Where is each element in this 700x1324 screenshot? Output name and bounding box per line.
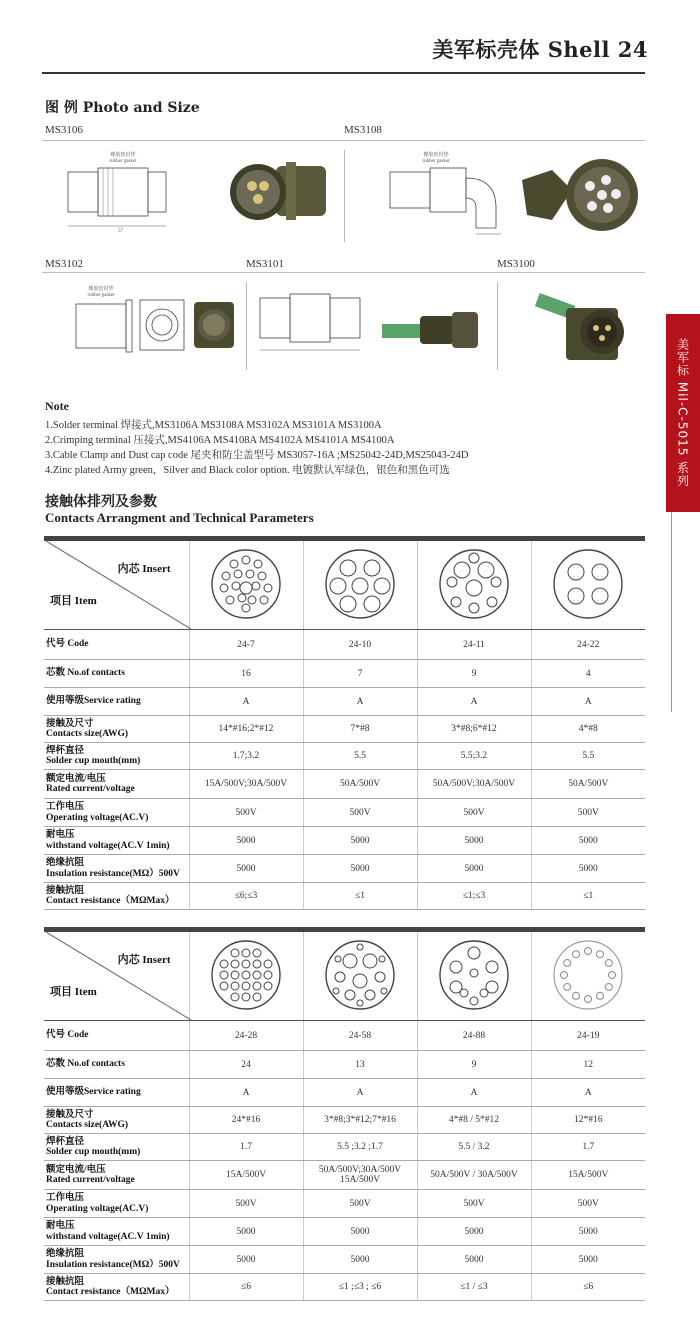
table-cell: 24-11 [417,630,531,660]
side-tab-line [671,512,672,712]
table-cell: 5000 [531,827,645,855]
ms3100-photo [532,286,642,368]
row-label [44,1161,189,1190]
insert-diagram-cell [531,541,645,630]
table-cell: 1.7;3.2 [189,743,303,770]
table-header-corner [46,932,189,1020]
row-label [44,799,189,827]
table-cell: 24*#16 [189,1107,303,1134]
row-label-en: Rated current/voltage [46,1175,135,1185]
insert-layout-diagram [320,935,400,1015]
table-row [44,660,645,688]
label-ms3106: MS3106 [45,124,83,136]
table-cell: 4*#8 [531,716,645,743]
label-ms3108: MS3108 [344,124,382,136]
photo-divider-mid [344,150,345,242]
table-cell: 5.5 [303,743,417,770]
table-cell: 1.7 [189,1134,303,1161]
table-cell: 5.5 ;3.2 ;1.7 [303,1134,417,1161]
table-cell: 5000 [531,1218,645,1246]
row-label-cn: 额定电流/电压 [46,773,106,784]
table-cell: ≤6;≤3 [189,883,303,910]
label-ms3100: MS3100 [497,258,535,270]
row-label-en: Insulation resistance(MΩ）500V [46,868,180,879]
table-cell: 24-7 [189,630,303,660]
ms3108-photo [512,150,642,236]
insert-diagram-cell [303,541,417,630]
insert-header: 内芯 Insert [117,563,171,575]
row-label-cn: 使用等级Service rating [46,696,141,707]
row-label [44,883,189,910]
table-cell: 5000 [189,855,303,883]
table-cell: 15A/500V;30A/500V [189,770,303,799]
table-cell: 500V [303,1190,417,1218]
row-label-en: Rated current/voltage [46,784,135,794]
table-cell: A [531,688,645,716]
table-cell: 500V [189,1190,303,1218]
row-label [44,688,189,716]
table-cell: 5000 [189,827,303,855]
table-cell: 500V [303,799,417,827]
row-label-cn: 绝缘抗阻 [46,858,85,869]
row-label [44,1079,189,1107]
table-cell: A [417,1079,531,1107]
table-cell: 4 [531,660,645,688]
table-cell: A [303,1079,417,1107]
photo-divider-left [246,282,247,370]
table-row [44,1079,645,1107]
table-cell: ≤1 [531,883,645,910]
row-label-en: Insulation resistance(MΩ）500V [46,1259,180,1270]
photo-section-heading: 图 例 Photo and Size [45,100,200,116]
table-cell: 5000 [417,827,531,855]
table-cell: 7 [303,660,417,688]
table-cell: ≤1;≤3 [417,883,531,910]
table-cell: 5000 [417,1246,531,1274]
table-cell: 24 [189,1051,303,1079]
row-label-en: Operating voltage(AC.V) [46,1203,149,1214]
label-ms3101: MS3101 [246,258,284,270]
table-cell: 1.7 [531,1134,645,1161]
row-label [44,1107,189,1134]
table-cell: 9 [417,1051,531,1079]
insert-layout-diagram [206,935,286,1015]
insert-diagram-cell [417,541,531,630]
table-cell: 24-19 [531,1021,645,1051]
row-label-en: Contacts size(AWG) [46,729,129,739]
row-label [44,1274,189,1301]
table-cell: ≤6 [189,1274,303,1301]
label-ms3102: MS3102 [45,258,83,270]
row-label-cn: 接触抗阻 [46,885,85,896]
insert-diagram-cell [417,932,531,1021]
table-cell: 500V [531,799,645,827]
ms3106-drawing [48,148,198,236]
row-label-en: Solder cup mouth(mm) [46,1147,141,1157]
table-row [44,688,645,716]
row-label [44,660,189,688]
table-cell: 16 [189,660,303,688]
table-cell: 500V [531,1190,645,1218]
table-cell: 13 [303,1051,417,1079]
photo-divider-top [42,140,645,141]
table-cell: 5.5;3.2 [417,743,531,770]
table-cell: 5.5 / 3.2 [417,1134,531,1161]
table-row [44,855,645,883]
table-cell: 500V [189,799,303,827]
table-cell: 14*#16;2*#12 [189,716,303,743]
header-corner-cell [44,932,189,1021]
svg-text:橡胶密封垫: 橡胶密封垫 [88,287,114,292]
table-cell: 12 [531,1051,645,1079]
table-cell: 15A/500V [531,1161,645,1190]
row-label [44,770,189,799]
table-row [44,770,645,799]
table-cell: 50A/500V;30A/500V 15A/500V [303,1161,417,1190]
table-cell: 15A/500V [189,1161,303,1190]
row-label-cn: 芯数 No.of contacts [46,1059,125,1070]
table-cell: 5000 [189,1246,303,1274]
ms3101-drawing [252,284,492,368]
item-header: 项目 Item [50,985,97,998]
spec-table-2 [44,932,645,1301]
table-cell: ≤1 [303,883,417,910]
insert-layout-diagram [548,544,628,624]
svg-text:橡胶密封垫: 橡胶密封垫 [423,153,449,158]
row-label-cn: 接触抗阻 [46,1276,85,1287]
row-label-cn: 耐电压 [46,1221,75,1232]
table-row [44,1190,645,1218]
table-cell: 50A/500V;30A/500V [417,770,531,799]
svg-text:57: 57 [118,229,123,234]
row-label-en: Solder cup mouth(mm) [46,756,141,766]
note-line: 3.Cable Clamp and Dust cap code 尾夹和防尘盖型号 MS3057-16A ;MS25042-24D,MS25043-24D [45,450,469,461]
table-cell: 9 [417,660,531,688]
row-label [44,1134,189,1161]
table-cell: 500V [417,799,531,827]
table-row [44,883,645,910]
table-cell: 5000 [303,1218,417,1246]
row-label [44,1190,189,1218]
table-row [44,1218,645,1246]
table-row [44,1246,645,1274]
table-cell: 5000 [303,855,417,883]
row-label-en: Contact resistance（MΩMax） [46,1287,175,1297]
row-label-cn: 工作电压 [46,802,85,813]
row-label [44,1246,189,1274]
insert-diagram-cell [189,932,303,1021]
row-label-cn: 额定电流/电压 [46,1164,106,1175]
svg-text:rubber gasket: rubber gasket [109,159,137,164]
svg-text:橡胶密封垫: 橡胶密封垫 [110,153,136,158]
table-cell: 500V [417,1190,531,1218]
row-label-en: Operating voltage(AC.V) [46,812,149,823]
header-corner-cell [44,541,189,630]
table-cell: 24-22 [531,630,645,660]
ms3108-drawing [376,148,506,240]
note-line: 2.Crimping terminal 压接式,MS4106A MS4108A MS4102A MS4101A MS4100A [45,435,395,446]
table-cell: 5000 [303,1246,417,1274]
table-row [44,799,645,827]
table-row [44,716,645,743]
table-row [44,1134,645,1161]
insert-layout-diagram [434,935,514,1015]
table-cell: 5000 [531,855,645,883]
row-label-cn: 代号 Code [46,639,89,650]
row-label-cn: 焊杯直径 [46,745,85,756]
table-cell: A [417,688,531,716]
ms3102-drawing [46,282,242,368]
title-rule [42,72,645,74]
spec-table-1 [44,541,645,910]
row-label [44,630,189,660]
table-cell: 5000 [417,855,531,883]
table-cell: 5000 [531,1246,645,1274]
table-cell: 24-10 [303,630,417,660]
table-row [44,1051,645,1079]
row-label-cn: 代号 Code [46,1030,89,1041]
table-cell: 50A/500V [303,770,417,799]
table-row [44,827,645,855]
row-label-cn: 使用等级Service rating [46,1087,141,1098]
table-cell: 24-28 [189,1021,303,1051]
table-row [44,1021,645,1051]
insert-diagram-cell [531,932,645,1021]
insert-layout-diagram [548,935,628,1015]
photo-divider-bottom [42,272,645,273]
table-cell: 12*#16 [531,1107,645,1134]
row-label-cn: 芯数 No.of contacts [46,668,125,679]
table-header-corner [46,541,189,629]
row-label-cn: 工作电压 [46,1193,85,1204]
row-label [44,1218,189,1246]
table-cell: 5000 [417,1218,531,1246]
contacts-heading-cn: 接触体排列及参数 [45,494,157,510]
row-label-cn: 耐电压 [46,830,75,841]
row-label-en: Contacts size(AWG) [46,1120,129,1130]
svg-text:rubber gasket: rubber gasket [87,293,115,298]
table-row [44,630,645,660]
table-cell: ≤6 [531,1274,645,1301]
table-cell: 3*#8;3*#12;7*#16 [303,1107,417,1134]
insert-diagram-cell [189,541,303,630]
table-cell: A [189,1079,303,1107]
table-cell: 50A/500V / 30A/500V [417,1161,531,1190]
table-cell: ≤1 / ≤3 [417,1274,531,1301]
table-cell: 7*#8 [303,716,417,743]
table-cell: A [303,688,417,716]
table-cell: 24-88 [417,1021,531,1051]
row-label-cn: 绝缘抗阻 [46,1249,85,1260]
contacts-heading-en: Contacts Arrangment and Technical Parameters [45,510,314,525]
page-title: 美军标壳体 Shell 24 [432,37,648,62]
table-row [44,1274,645,1301]
row-label [44,1021,189,1051]
insert-header: 内芯 Insert [117,954,171,966]
row-label [44,855,189,883]
ms3106-photo [226,152,336,234]
row-label-cn: 接触及尺寸 [46,1109,94,1120]
table-row [44,1107,645,1134]
table-cell: 5000 [189,1218,303,1246]
notes-heading: Note [45,399,69,413]
row-label [44,827,189,855]
note-line: 1.Solder terminal 焊接式,MS3106A MS3108A MS3102A MS3101A MS3100A [45,420,382,431]
row-label-en: withstand voltage(AC.V 1min) [46,840,170,851]
table-row [44,1161,645,1190]
table-cell: 5000 [303,827,417,855]
svg-text:rubber gasket: rubber gasket [422,159,450,164]
table-cell: 4*#8 / 5*#12 [417,1107,531,1134]
table-cell: ≤1 ;≤3 ; ≤6 [303,1274,417,1301]
row-label [44,1051,189,1079]
table-cell: A [189,688,303,716]
row-label [44,716,189,743]
note-line: 4.Zinc plated Army green，Silver and Black color option. 电镀默认军绿色，银色和黑色可选 [45,465,450,476]
row-label-en: withstand voltage(AC.V 1min) [46,1231,170,1242]
row-label-en: Contact resistance（MΩMax） [46,896,175,906]
photo-divider-right [497,282,498,370]
row-label-cn: 接触及尺寸 [46,718,94,729]
table-cell: 24-58 [303,1021,417,1051]
insert-layout-diagram [206,544,286,624]
table-cell: 3*#8;6*#12 [417,716,531,743]
insert-layout-diagram [320,544,400,624]
table-cell: 50A/500V [531,770,645,799]
series-side-tab: 美军标 Mil-C-5015 系列 [666,314,700,512]
table-cell: 5.5 [531,743,645,770]
insert-layout-diagram [434,544,514,624]
item-header: 项目 Item [50,594,97,607]
table-row [44,743,645,770]
table-cell: A [531,1079,645,1107]
row-label [44,743,189,770]
insert-diagram-cell [303,932,417,1021]
row-label-cn: 焊杯直径 [46,1136,85,1147]
